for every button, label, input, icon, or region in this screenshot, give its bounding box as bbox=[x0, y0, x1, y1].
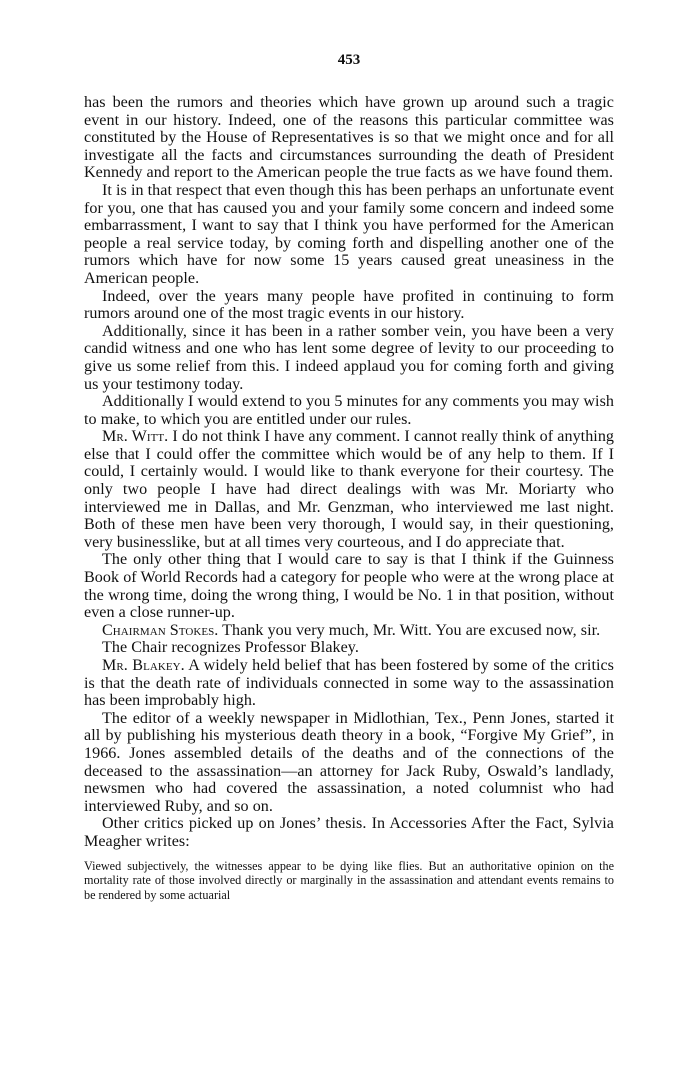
paragraph-1 bbox=[84, 94, 614, 182]
paragraph-2 bbox=[84, 182, 614, 288]
paragraph-text: has been the rumors and theories which have grown up around such a tragic event in our history. Indeed, one of the reasons this particular committee was constituted by the House of Representatives is so that we might once and for all investigate all the facts and circumstances surrounding the death of President Kennedy and report to the American people the true facts as we have found them. bbox=[84, 94, 614, 182]
paragraph-text: Thank you very much, Mr. Witt. You are excused now, sir. bbox=[222, 621, 601, 639]
speaker-name: Mr. Witt. bbox=[102, 428, 169, 446]
paragraph-6 bbox=[84, 428, 614, 551]
speaker-name: Mr. Blakey. bbox=[102, 657, 185, 674]
speaker-name: Chairman Stokes. bbox=[102, 621, 219, 639]
paragraph-text: Additionally I would extend to you 5 minutes for any comments you may wish to make, to which you are entitled under our rules. bbox=[84, 393, 614, 428]
paragraph-text: The Chair recognizes Professor Blakey. bbox=[102, 639, 359, 657]
document-page bbox=[84, 50, 614, 902]
paragraph-text: Additionally, since it has been in a rather somber vein, you have been a very candid witness and one who has lent some degree of levity to our proceeding to give us some relief from this. I indeed applaud you for coming forth and giving us your testimony today. bbox=[84, 322, 614, 393]
page-number: 453 bbox=[337, 52, 361, 68]
paragraph-9 bbox=[84, 639, 614, 657]
block-quote: Viewed subjectively, the witnesses appear to be dying like flies. But an authoritative opinion on the mortality rate of those involved directly or marginally in the assassination and attendant events remains to be rendered by some actuarial bbox=[84, 858, 614, 902]
paragraph-5 bbox=[84, 393, 614, 428]
paragraph-text: The editor of a weekly newspaper in Midlothian, Tex., Penn Jones, started it all by publishing his mysterious death theory in a book, “Forgive My Grief”, in 1966. Jones assembled details of the deaths and of the connections of the deceased to the assassination—an attorney for Jack Ruby, Oswald’s landlady, newsmen who had covered the assassination, a noted columnist who had interviewed Ruby, and so on. bbox=[84, 709, 614, 815]
paragraph-10 bbox=[84, 657, 614, 710]
paragraph-text: I do not think I have any comment. I cannot really think of anything else that I could offer the committee which would be of any help to them. If I could, I certainly would. I would like to thank everyone for their courtesy. The only two people I have had direct dealings with was Mr. Moriarty who interviewed me in Dallas, and Mr. Genzman, who interviewed me last night. Both of these men have been very thorough, I would say, in their questioning, very businesslike, but at all times very courteous, and I do appreciate that. bbox=[84, 428, 615, 551]
paragraph-11 bbox=[84, 710, 614, 816]
paragraph-text: A widely held belief that has been fostered by some of the critics is that the death rate of individuals connected in some way to the assassination has been improbably high. bbox=[84, 657, 614, 710]
paragraph-text: The only other thing that I would care to say is that I think if the Guinness Book of World Records had a category for people who were at the wrong place at the wrong time, doing the wrong thing, I would be No. 1 in that position, without even a close runner-up. bbox=[84, 551, 614, 622]
paragraph-text: Other critics picked up on Jones’ thesis. In Accessories After the Fact, Sylvia Meagher writes: bbox=[84, 815, 614, 850]
paragraph-4 bbox=[84, 323, 614, 393]
paragraph-7 bbox=[84, 551, 614, 621]
paragraph-text: Indeed, over the years many people have profited in continuing to form rumors around one of the most tragic events in our history. bbox=[84, 287, 614, 323]
paragraph-text: It is in that respect that even though this has been perhaps an unfortunate event for you, one that has caused you and your family some concern and indeed some embarrassment, I want to say that I think you have performed for the American people a real service today, by coming forth and dispelling another one of the rumors which have for now some 15 years caused great uneasiness in the American people. bbox=[84, 181, 614, 287]
paragraph-3 bbox=[84, 288, 614, 323]
paragraph-12 bbox=[84, 815, 614, 850]
paragraph-8 bbox=[84, 622, 614, 640]
